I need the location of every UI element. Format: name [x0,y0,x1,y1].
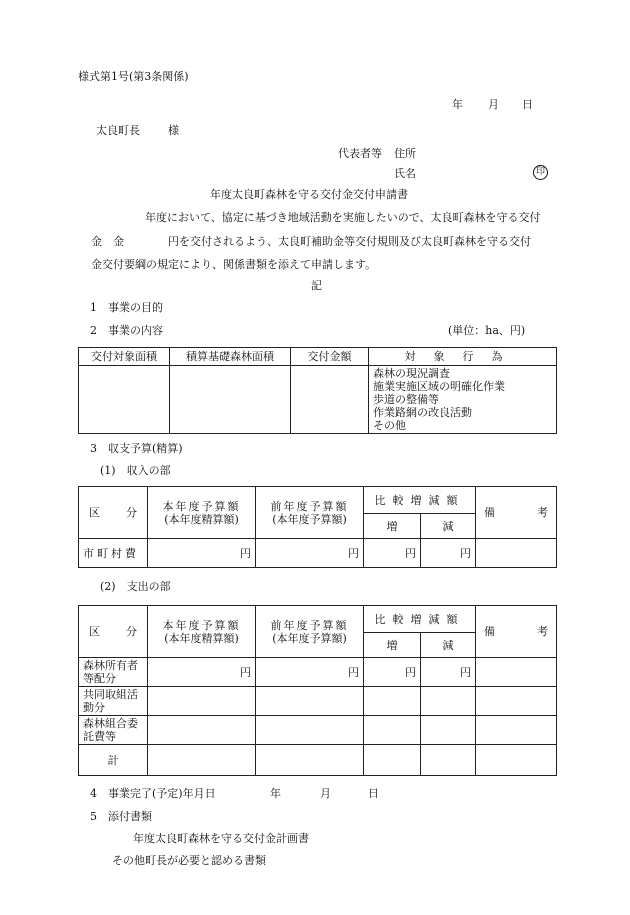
cell-previous[interactable]: 円 [256,658,364,687]
section-1-heading: 1 事業の目的 [90,301,163,314]
section-3-heading: 3 収支予算(精算) [90,442,183,455]
content-table [78,347,557,434]
cell-remarks[interactable] [476,658,557,687]
cell-decrease[interactable] [421,716,476,745]
activity-item: 歩道の整備等 [373,393,439,406]
cell-decrease[interactable]: 円 [421,539,476,568]
expense-subheading: (2) 支出の部 [100,580,171,593]
addressee-name: 太良町長 [96,124,140,137]
form-number: 様式第1号(第3条関係) [78,70,189,83]
row-label: 共同取組活動分 [79,687,148,716]
address-label: 住所 [394,147,416,160]
cell-increase[interactable]: 円 [364,658,421,687]
cell-previous[interactable] [256,716,364,745]
attachment-item: その他町長が必要と認める書類 [112,854,266,867]
body-line-3: 金交付要綱の規定により、関係書類を添えて申請します。 [91,258,377,271]
row-label: 森林所有者等配分 [79,658,148,687]
previous-budget-label: 前年度予算額 [270,618,349,632]
header-current-budget [148,606,256,658]
header-target-activities: 対象行為 [369,348,557,366]
current-budget-label: 本年度予算額 [162,618,241,632]
activity-item: 森林の現況調査 [373,367,450,380]
date-day-label: 日 [522,98,533,111]
completion-year-label: 年 [270,787,281,800]
cell-previous[interactable] [256,745,364,776]
current-settled-label: (本年度精算額) [164,631,239,645]
cell-current[interactable]: 円 [148,658,256,687]
header-category: 区 分 [79,606,148,658]
completion-month-label: 月 [320,787,331,800]
cell-increase[interactable] [364,745,421,776]
header-previous-budget [256,487,364,539]
completion-day-label: 日 [368,787,379,800]
cell-increase[interactable] [364,716,421,745]
body-line-1: 年度において、協定に基づき地域活動を実施したいので、太良町森林を守る交付 [145,211,541,224]
representative-label: 代表者等 [338,147,382,160]
date-month-label: 月 [488,98,499,111]
activity-item: その他 [373,419,406,432]
header-comparison: 比較増減額 [364,487,476,514]
name-label: 氏名 [394,167,416,180]
cell-previous[interactable] [256,687,364,716]
header-category: 区 分 [79,487,148,539]
header-remarks: 備 考 [476,606,557,658]
section-5-heading: 5 添付書類 [90,810,152,823]
cell-remarks[interactable] [476,716,557,745]
cell-remarks[interactable] [476,687,557,716]
cell-decrease[interactable] [421,745,476,776]
row-label: 森林組合委託費等 [79,716,148,745]
expense-table [78,605,557,776]
current-budget-label: 本年度予算額 [162,499,241,513]
previous-sub-label: (本年度予算額) [272,512,347,526]
document-title: 年度太良町森林を守る交付金交付申請書 [210,188,408,201]
unit-note: (単位：ha、円) [448,324,526,337]
cell-current[interactable] [148,687,256,716]
previous-budget-label: 前年度予算額 [270,499,349,513]
section-2-heading: 2 事業の内容 [90,324,163,337]
cell-current[interactable]: 円 [148,539,256,568]
attachment-item: 年度太良町森林を守る交付金計画書 [133,832,309,845]
activity-list [369,366,557,434]
header-current-budget [148,487,256,539]
cell-increase[interactable]: 円 [364,539,421,568]
cell-target-area[interactable] [79,366,170,434]
addressee-honorific: 様 [168,124,179,137]
header-basis-area: 積算基礎森林面積 [170,348,291,366]
total-row-label: 計 [79,745,148,776]
section-4-heading: 4 事業完了(予定)年月日 [90,787,216,800]
cell-previous[interactable]: 円 [256,539,364,568]
cell-current[interactable] [148,745,256,776]
date-year-label: 年 [452,98,463,111]
header-remarks: 備 考 [476,487,557,539]
header-grant-amount: 交付金額 [291,348,369,366]
header-decrease: 減 [421,514,476,539]
header-increase: 増 [364,514,421,539]
cell-grant-amount[interactable] [291,366,369,434]
cell-current[interactable] [148,716,256,745]
header-comparison: 比較増減額 [364,606,476,633]
cell-remarks[interactable] [476,745,557,776]
cell-increase[interactable] [364,687,421,716]
current-settled-label: (本年度精算額) [164,512,239,526]
header-previous-budget [256,606,364,658]
activity-item: 作業路網の改良活動 [373,406,472,419]
seal-mark: 印 [533,165,548,180]
income-table [78,486,557,568]
body-line-2: 金 金 円を交付されるよう、太良町補助金等交付規則及び太良町森林を守る交付 [91,235,531,248]
activity-item: 施業実施区域の明確化作業 [373,380,505,393]
cell-remarks[interactable] [476,539,557,568]
cell-decrease[interactable] [421,687,476,716]
header-target-area: 交付対象面積 [79,348,170,366]
header-increase: 増 [364,633,421,658]
ki-mark: 記 [311,279,322,292]
cell-basis-area[interactable] [170,366,291,434]
header-decrease: 減 [421,633,476,658]
row-label: 市町村費 [79,539,148,568]
previous-sub-label: (本年度予算額) [272,631,347,645]
cell-decrease[interactable]: 円 [421,658,476,687]
income-subheading: (1) 収入の部 [100,464,171,477]
